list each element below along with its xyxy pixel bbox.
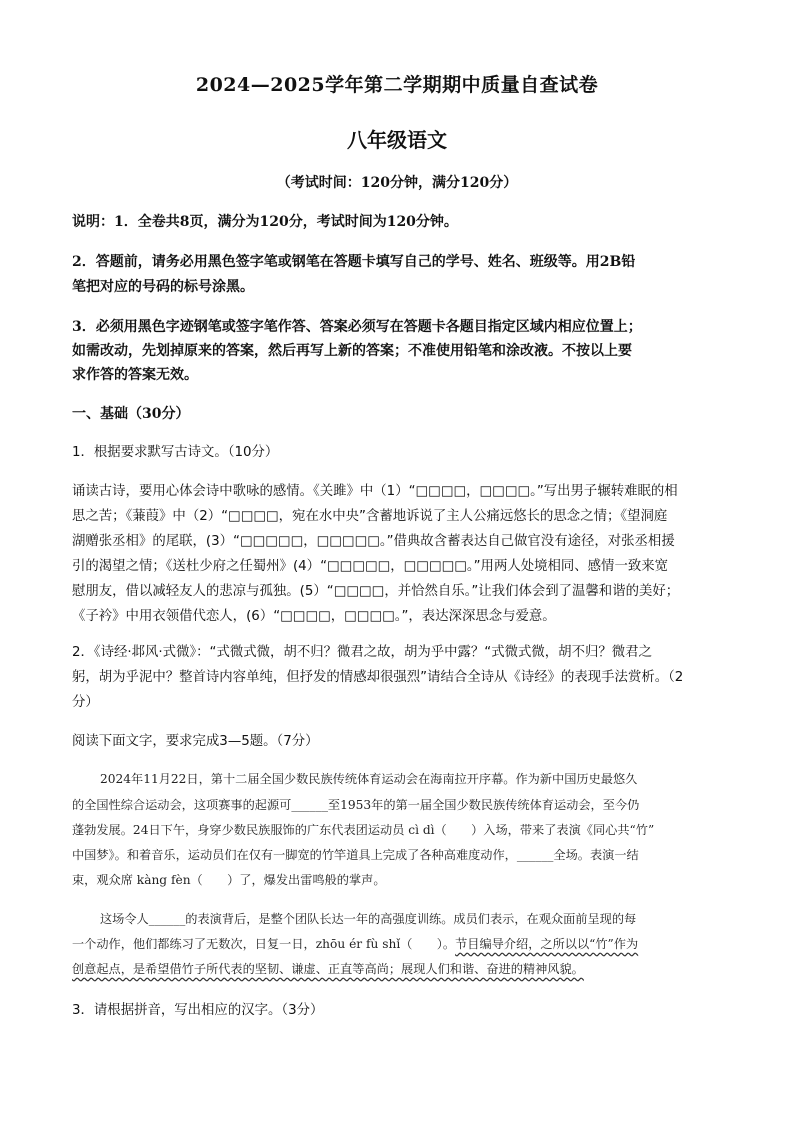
instruction-line: 如需改动，先划掉原来的答案，然后再写上新的答案；不准使用铅笔和涂改液。不按以上要 bbox=[72, 343, 632, 359]
question-1-line: 诵读古诗，要用心体会诗中歌咏的感情。《关雎》中（1）“□□□□，□□□□。”写出男子辗转难眠的相 bbox=[72, 484, 678, 499]
question-1-line: 慰朋友，借以减轻友人的悲凉与孤独。(5）“□□□□，并恰然自乐。”让我们体会到了温馨和谐的美好； bbox=[72, 584, 680, 599]
question-1-line: 引的渴望之情；《送杜少府之任蜀州》(4）“□□□□□，□□□□□。”用两人处境相同、感情一致来宽 bbox=[72, 559, 669, 574]
passage-line: 这场令人______的表演背后，是整个团队长达一年的高强度训练。成员们表示，在观众面前呈现的每 bbox=[100, 912, 637, 926]
exam-title: 2024—2025学年第二学期期中质量自查试卷 bbox=[195, 74, 599, 96]
passage-text: 一个动作，他们都练习了无数次，日复一日，zhōu ér fù shǐ（ ）。 bbox=[72, 937, 456, 951]
question-1-stem: 1．根据要求默写古诗文。（10分） bbox=[72, 445, 279, 460]
instruction-line: 3．必须用黑色字迹钢笔或签字笔作答、答案必须写在答题卡各题目指定区域内相应位置上； bbox=[72, 319, 642, 335]
passage-line: 中国梦》。和着音乐，运动员们在仅有一脚宽的竹竿道具上完成了各种高难度动作，______全场。表演一结 bbox=[72, 848, 639, 862]
question-2-line: 2．《诗经·邶风·式微》：“式微式微，胡不归？微君之故，胡为乎中露？“式微式微，胡不归？微君之 bbox=[72, 645, 652, 660]
question-1-line: 思之苦；《蒹葭》中（2）“□□□□，宛在水中央”含蓄地诉说了主人公痛远悠长的思念之情；《望洞庭 bbox=[72, 509, 668, 524]
passage-line bbox=[72, 935, 732, 952]
instruction-line: 2．答题前，请务必用黑色签字笔或钢笔在答题卡填写自己的学号、姓名、班级等。用2B铅 bbox=[72, 254, 636, 270]
question-2-line: 分） bbox=[72, 695, 99, 710]
passage-line: 的全国性综合运动会，这项赛事的起源可______至1953年的第一届全国少数民族传统体育运动会，至今仍 bbox=[72, 798, 640, 812]
question-2-line: 躬，胡为乎泥中？整首诗内容单纯，但抒发的情感却很强烈”请结合全诗从《诗经》的表现手法赏析。（2 bbox=[72, 670, 684, 685]
instruction-line: 说明：1．全卷共8页，满分为120分，考试时间为120分钟。 bbox=[72, 214, 458, 230]
wavy-underlined-text: 创意起点，是希望借竹子所代表的坚韧、谦虚、正直等高尚；展现人们和谐、奋进的精神风貌。 bbox=[72, 962, 584, 976]
question-1-line: 《子衿》中用衣领借代恋人，(6）“□□□□，□□□□。”，表达深深思念与爱意。 bbox=[72, 609, 556, 624]
exam-info: （考试时间：120分钟，满分120分） bbox=[276, 175, 518, 191]
passage-line: 2024年11月22日，第十二届全国少数民族传统体育运动会在海南拉开序幕。作为新中国历史最悠久 bbox=[100, 772, 638, 786]
exam-subject: 八年级语文 bbox=[347, 128, 447, 152]
section-heading: 一、基础（30分） bbox=[72, 406, 190, 422]
passage-line bbox=[72, 960, 732, 977]
question-1-line: 湖赠张丞相》的尾联，(3）“□□□□□，□□□□□。”借典故含蓄表达自己做官没有途径，对张丞相援 bbox=[72, 534, 675, 549]
instruction-line: 笔把对应的号码的标号涂黑。 bbox=[72, 279, 254, 295]
question-3-stem: 3．请根据拼音，写出相应的汉字。（3分） bbox=[72, 1003, 324, 1018]
wavy-underlined-text: 节目编导介绍，之所以以“竹”作为 bbox=[455, 937, 639, 951]
reading-intro: 阅读下面文字，要求完成3—5题。（7分） bbox=[72, 734, 319, 749]
passage-line: 束，观众席 kàng fèn（ ）了，爆发出雷鸣般的掌声。 bbox=[72, 873, 386, 887]
instruction-line: 求作答的答案无效。 bbox=[72, 367, 198, 383]
passage-line: 蓬勃发展。24日下午，身穿少数民族服饰的广东代表团运动员 cì dì（ ）入场，带来了表演《同心共“竹” bbox=[72, 823, 655, 837]
